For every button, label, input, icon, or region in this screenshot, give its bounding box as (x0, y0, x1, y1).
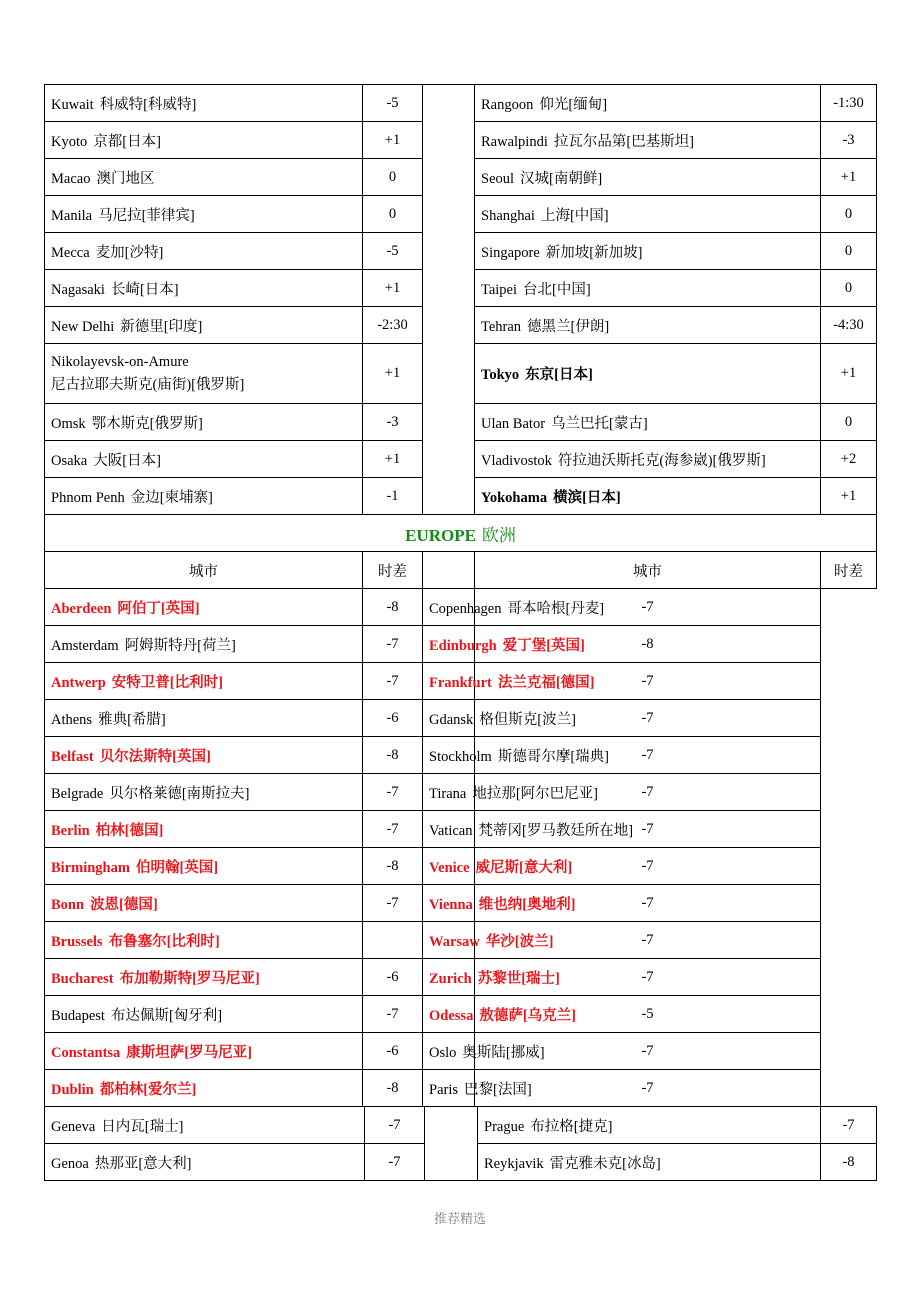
city-name-en: Vladivostok (481, 452, 552, 469)
city-name-en: Prague (484, 1118, 525, 1135)
europe-section (45, 515, 877, 589)
time-diff-cell: -7 (475, 885, 821, 922)
city-name-en: Kuwait (51, 96, 94, 113)
city-name-en: New Delhi (51, 318, 115, 335)
city-cell (423, 811, 634, 848)
city-name-zh: 苏黎世[瑞士] (477, 970, 560, 987)
header-diff-right: 时差 (821, 552, 877, 589)
table-row (45, 774, 877, 811)
city-cell (45, 996, 363, 1033)
city-name-en: Odessa (429, 1007, 474, 1024)
time-diff-cell: 0 (821, 196, 877, 233)
city-cell (423, 737, 610, 774)
time-diff-cell: 0 (821, 233, 877, 270)
city-name-zh: 法兰克福[德国] (497, 674, 595, 691)
time-diff-cell: -7 (475, 700, 821, 737)
city-cell (475, 441, 821, 478)
city-cell (475, 233, 821, 270)
table-row (45, 1107, 877, 1144)
city-cell (45, 589, 363, 626)
city-name-zh: 贝尔格莱德[南斯拉夫] (109, 785, 250, 802)
city-cell (478, 1107, 821, 1144)
time-diff-cell: -6 (363, 700, 423, 737)
time-diff-cell: +1 (363, 441, 423, 478)
time-diff-cell: -5 (363, 233, 423, 270)
city-name-en: Singapore (481, 244, 540, 261)
city-cell (45, 885, 363, 922)
city-name-en: Brussels (51, 933, 103, 950)
gap-column-europe (423, 552, 475, 589)
timezone-table-tail (44, 1106, 877, 1181)
city-cell (475, 196, 821, 233)
city-name-zh: 新加坡[新加坡] (545, 244, 643, 261)
city-cell (423, 885, 576, 922)
city-name-zh: 布鲁塞尔[比利时] (108, 933, 220, 950)
city-name-en: Budapest (51, 1007, 105, 1024)
city-cell (423, 589, 605, 626)
city-name-en: Amsterdam (51, 637, 119, 654)
city-name-en: Mecca (51, 244, 90, 261)
city-name-zh: 东京[日本] (525, 367, 593, 383)
europe-section-row (45, 515, 877, 552)
city-name-en: Dublin (51, 1081, 94, 1098)
city-name-en: Vienna (429, 896, 473, 913)
city-cell (45, 959, 363, 996)
time-diff-cell: -7 (475, 1070, 821, 1107)
europe-title-zh: 欧洲 (481, 525, 516, 545)
city-name-zh: 都柏林[爱尔兰] (99, 1081, 197, 1098)
time-diff-cell: -7 (363, 811, 423, 848)
city-cell (423, 996, 576, 1033)
city-cell (475, 404, 821, 441)
city-name-zh: 梵蒂冈[罗马教廷所在地] (478, 822, 634, 839)
page-footer: 推荐精选 (433, 1211, 486, 1226)
city-name-en: Shanghai (481, 207, 535, 224)
city-name-en: Stockholm (429, 748, 492, 765)
time-diff-cell: -7 (475, 663, 821, 700)
table-row (45, 85, 877, 122)
time-diff-cell: 0 (821, 404, 877, 441)
header-city-right: 城市 (475, 552, 821, 589)
city-name-en: Tokyo (481, 367, 520, 383)
city-name-en: Berlin (51, 822, 90, 839)
header-city-left: 城市 (45, 552, 363, 589)
city-name-en: Seoul (481, 170, 515, 187)
city-name-zh: 长崎[日本] (110, 281, 179, 298)
city-name-zh: 布拉格[捷克] (530, 1118, 613, 1135)
table-row (45, 848, 877, 885)
city-cell (45, 122, 363, 159)
city-cell (45, 85, 363, 122)
city-name-zh: 布加勒斯特[罗马尼亚] (119, 970, 260, 987)
city-name-zh: 上海[中国] (540, 207, 609, 224)
city-name-zh: 京都[日本] (93, 133, 161, 150)
city-name-en: Belgrade (51, 785, 104, 802)
city-name-zh: 阿伯丁[英国] (117, 600, 200, 617)
city-name-zh: 阿姆斯特丹[荷兰] (124, 637, 236, 654)
city-name-en: Tirana (429, 785, 467, 802)
time-diff-cell: -7 (475, 922, 821, 959)
time-diff-cell: -3 (821, 122, 877, 159)
city-name-en: Taipei (481, 281, 518, 298)
city-cell (45, 700, 363, 737)
city-cell (475, 344, 821, 404)
time-diff-cell: -7 (475, 959, 821, 996)
time-diff-cell: 0 (363, 196, 423, 233)
europe-section-title (45, 515, 877, 552)
city-name-en: Phnom Penh (51, 489, 125, 506)
city-cell (45, 1107, 365, 1144)
city-name-zh: 波恩[德国] (90, 896, 158, 913)
city-name-en: Gdansk (429, 711, 474, 728)
city-name-en: Geneva (51, 1118, 96, 1135)
city-cell (45, 441, 363, 478)
timezone-table (44, 84, 877, 1107)
time-diff-cell: -2:30 (363, 307, 423, 344)
city-name-zh: 柏林[德国] (95, 822, 164, 839)
time-diff-cell: -5 (363, 85, 423, 122)
city-cell (45, 307, 363, 344)
city-name-en: Birmingham (51, 859, 130, 876)
city-name-en: Copenhagen (429, 600, 502, 617)
time-diff-cell: -5 (475, 996, 821, 1033)
time-diff-cell: -8 (363, 737, 423, 774)
city-name-en: Belfast (51, 748, 94, 765)
asia-rows (45, 85, 877, 515)
city-cell (45, 737, 363, 774)
city-name-zh: 德黑兰[伊朗] (527, 318, 610, 335)
city-cell (423, 1033, 545, 1070)
time-diff-cell: +1 (821, 344, 877, 404)
city-name-en: Bonn (51, 896, 85, 913)
city-name-zh: 格但斯克[波兰] (479, 711, 576, 728)
city-cell (45, 922, 363, 959)
time-diff-cell: 0 (363, 159, 423, 196)
table-row (45, 700, 877, 737)
header-diff-left: 时差 (363, 552, 423, 589)
time-diff-cell: -6 (363, 1033, 423, 1070)
table-row (45, 1070, 877, 1107)
time-diff-cell: -7 (475, 737, 821, 774)
city-cell (475, 122, 821, 159)
city-name-zh: 台北[中国] (523, 281, 591, 298)
time-diff-cell (363, 922, 423, 959)
city-cell (423, 848, 573, 885)
city-cell (45, 233, 363, 270)
table-row (45, 922, 877, 959)
city-name-en: Edinburgh (429, 637, 497, 654)
city-name-en: Constantsa (51, 1044, 121, 1061)
city-name-zh: 鄂木斯克[俄罗斯] (91, 415, 203, 432)
city-cell (478, 1144, 821, 1181)
city-name-zh: 热那亚[意大利] (94, 1155, 192, 1172)
city-name-en: Venice (429, 859, 470, 876)
table-row (45, 589, 877, 626)
city-name-zh: 澳门地区 (96, 170, 155, 187)
city-cell (423, 959, 560, 996)
time-diff-cell: -7 (821, 1107, 877, 1144)
city-cell (423, 1070, 532, 1107)
city-name-en: Oslo (429, 1044, 457, 1061)
city-name-en: Nikolayevsk-on-Amure (51, 353, 189, 370)
europe-rows (45, 589, 877, 1107)
time-diff-cell: -3 (363, 404, 423, 441)
time-diff-cell: -7 (475, 1033, 821, 1070)
time-diff-cell: -1 (363, 478, 423, 515)
timezone-grid (44, 84, 876, 1181)
city-cell (45, 626, 363, 663)
time-diff-cell: -7 (365, 1144, 425, 1181)
time-diff-cell: -8 (475, 626, 821, 663)
city-name-zh: 大阪[日本] (93, 452, 161, 469)
city-name-en: Rangoon (481, 96, 534, 113)
gap-column (425, 1107, 478, 1181)
city-name-en: Nagasaki (51, 281, 105, 298)
column-header-row (45, 552, 877, 589)
city-cell (423, 774, 598, 811)
table-row (45, 996, 877, 1033)
city-name-zh: 马尼拉[菲律宾] (98, 207, 195, 224)
table-row (45, 663, 877, 700)
city-cell (475, 85, 821, 122)
city-name-zh: 新德里[印度] (120, 318, 203, 335)
tail-rows (45, 1107, 877, 1181)
city-name-en: Osaka (51, 452, 88, 469)
gap-column (423, 85, 475, 515)
city-name-zh: 金边[柬埔寨] (130, 489, 213, 506)
city-name-zh: 爱丁堡[英国] (502, 637, 585, 654)
time-diff-cell: -7 (363, 996, 423, 1033)
city-name-zh: 巴黎[法国] (464, 1081, 532, 1098)
city-name-zh: 尼古拉耶夫斯克(庙街)[俄罗斯] (51, 376, 245, 393)
table-row (45, 737, 877, 774)
city-name-zh: 仰光[缅甸] (539, 96, 608, 113)
city-cell (45, 1144, 365, 1181)
city-name-zh: 布达佩斯[匈牙利] (110, 1007, 223, 1024)
time-diff-cell: -7 (363, 626, 423, 663)
city-cell (45, 270, 363, 307)
city-cell (45, 159, 363, 196)
city-cell (45, 848, 363, 885)
time-diff-cell: +1 (821, 478, 877, 515)
city-name-zh: 敖德萨[乌克兰] (479, 1007, 576, 1024)
city-name-zh: 安特卫普[比利时] (111, 674, 223, 691)
city-name-en: Zurich (429, 970, 472, 987)
time-diff-cell: -7 (363, 885, 423, 922)
city-cell (475, 307, 821, 344)
europe-title-en: EUROPE (405, 525, 476, 545)
city-name-zh: 贝尔法斯特[英国] (99, 748, 211, 765)
city-name-en: Antwerp (51, 674, 106, 691)
city-cell (45, 344, 363, 404)
time-diff-cell: -8 (363, 1070, 423, 1107)
city-name-en: Frankfurt (429, 674, 492, 691)
city-name-en: Tehran (481, 318, 522, 335)
city-name-en: Ulan Bator (481, 415, 546, 432)
city-name-zh: 哥本哈根[丹麦] (507, 600, 605, 617)
city-name-en: Yokohama (481, 489, 548, 506)
table-row (45, 1033, 877, 1070)
city-name-en: Macao (51, 170, 91, 187)
city-name-zh: 拉瓦尔品第[巴基斯坦] (553, 133, 695, 150)
time-diff-cell: -7 (475, 589, 821, 626)
city-name-en: Manila (51, 207, 93, 224)
time-diff-cell: -1:30 (821, 85, 877, 122)
time-diff-cell: -7 (365, 1107, 425, 1144)
city-name-zh: 日内瓦[瑞士] (101, 1118, 184, 1135)
city-name-en: Vatican (429, 822, 473, 839)
city-cell (45, 1033, 363, 1070)
table-row (45, 811, 877, 848)
time-diff-cell: -8 (821, 1144, 877, 1181)
time-diff-cell: 0 (821, 270, 877, 307)
time-diff-cell: -7 (363, 663, 423, 700)
time-diff-cell: -8 (363, 848, 423, 885)
city-cell (45, 478, 363, 515)
city-name-zh: 符拉迪沃斯托克(海参崴)[俄罗斯] (557, 452, 766, 469)
city-name-zh: 科威特[科威特] (99, 96, 197, 113)
city-name-en: Genoa (51, 1155, 89, 1172)
city-cell (423, 626, 585, 663)
city-cell (45, 811, 363, 848)
city-name-en: Kyoto (51, 133, 88, 150)
city-name-zh: 斯德哥尔摩[瑞典] (497, 748, 610, 765)
table-row (45, 885, 877, 922)
city-name-zh: 麦加[沙特] (95, 244, 164, 261)
city-cell (475, 270, 821, 307)
time-diff-cell: +1 (363, 122, 423, 159)
city-cell (45, 1070, 363, 1107)
city-name-zh: 乌兰巴托[蒙古] (551, 415, 648, 432)
city-name-en: Aberdeen (51, 600, 112, 617)
time-diff-cell: -4:30 (821, 307, 877, 344)
city-name-en: Warsaw (429, 933, 480, 950)
city-name-en: Omsk (51, 415, 86, 432)
city-name-zh: 横滨[日本] (553, 489, 621, 506)
city-name-zh: 雅典[希腊] (98, 711, 166, 728)
city-name-zh: 汉城[南朝鲜] (520, 170, 603, 187)
city-name-en: Reykjavik (484, 1155, 544, 1172)
table-row (45, 626, 877, 663)
city-name-en: Paris (429, 1081, 458, 1098)
time-diff-cell: +1 (363, 344, 423, 404)
table-row (45, 959, 877, 996)
time-diff-cell: -7 (475, 848, 821, 885)
city-cell (45, 196, 363, 233)
time-diff-cell: -7 (363, 774, 423, 811)
city-name-zh: 威尼斯[意大利] (475, 859, 573, 876)
city-name-zh: 华沙[波兰] (485, 933, 554, 950)
city-cell (475, 159, 821, 196)
time-diff-cell: -7 (475, 811, 821, 848)
time-diff-cell: +2 (821, 441, 877, 478)
city-name-en: Bucharest (51, 970, 114, 987)
city-cell (423, 922, 554, 959)
city-name-zh: 伯明翰[英国] (135, 859, 219, 876)
time-diff-cell: -7 (475, 774, 821, 811)
city-cell (423, 663, 595, 700)
city-name-zh: 维也纳[奥地利] (478, 896, 576, 913)
city-name-zh: 康斯坦萨[罗马尼亚] (126, 1044, 252, 1061)
time-diff-cell: +1 (821, 159, 877, 196)
city-name-en: Rawalpindi (481, 133, 548, 150)
city-name-zh: 雷克雅未克[冰岛] (549, 1155, 661, 1172)
city-name-zh: 奥斯陆[挪威] (462, 1044, 545, 1061)
city-cell (45, 774, 363, 811)
city-cell (45, 404, 363, 441)
city-name-zh: 地拉那[阿尔巴尼亚] (472, 785, 598, 802)
city-name-en: Athens (51, 711, 93, 728)
city-cell (45, 663, 363, 700)
city-cell (423, 700, 576, 737)
time-diff-cell: -6 (363, 959, 423, 996)
time-diff-cell: +1 (363, 270, 423, 307)
time-diff-cell: -8 (363, 589, 423, 626)
city-cell (475, 478, 821, 515)
